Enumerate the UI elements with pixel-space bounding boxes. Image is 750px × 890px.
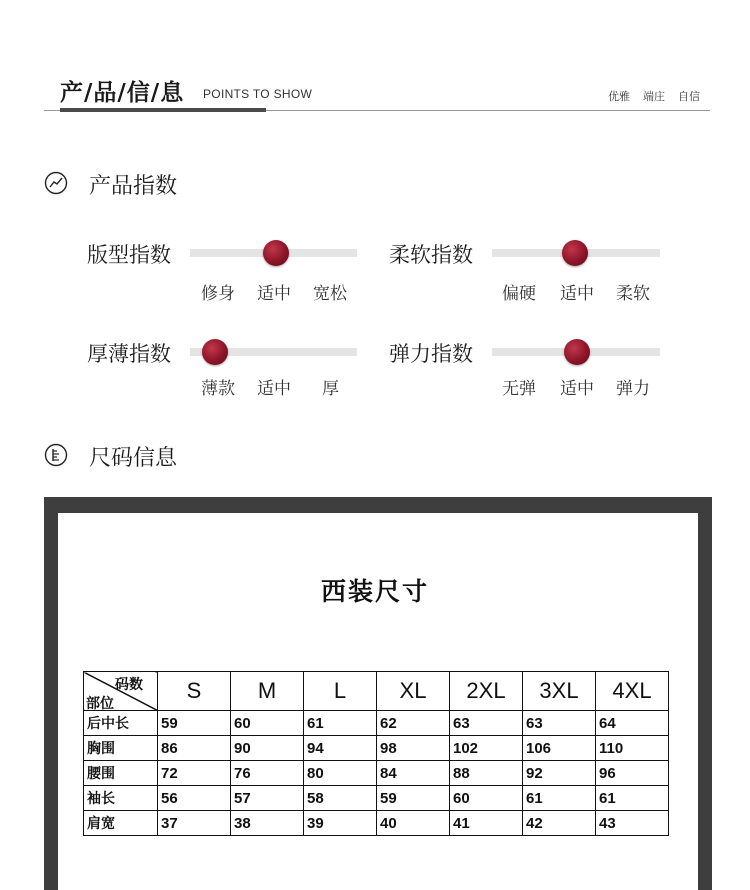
table-cell: 58 (304, 786, 377, 811)
slider-knob-fit (263, 240, 289, 266)
size-column-header: 2XL (450, 672, 523, 711)
table-cell: 86 (158, 736, 231, 761)
index-option: 无弹 (502, 379, 536, 399)
table-cell: 59 (377, 786, 450, 811)
table-cell: 63 (450, 711, 523, 736)
size-column-header: S (158, 672, 231, 711)
index-option: 薄款 (201, 379, 235, 399)
index-option: 宽松 (313, 284, 347, 304)
table-cell: 56 (158, 786, 231, 811)
slider-knob-elasticity (564, 339, 590, 365)
table-cell: 60 (450, 786, 523, 811)
table-corner-cell (84, 672, 158, 711)
header-tags (608, 88, 700, 104)
table-cell: 106 (523, 736, 596, 761)
table-cell: 61 (596, 786, 669, 811)
index-option: 柔软 (616, 284, 650, 304)
section-title-index: 产品指数 (89, 174, 178, 199)
table-row (84, 811, 669, 836)
table-cell: 61 (304, 711, 377, 736)
table-cell: 62 (377, 711, 450, 736)
page-title: 产/品/信/息 (60, 80, 185, 106)
header-tag: 自信 (678, 90, 700, 103)
table-cell: 57 (231, 786, 304, 811)
table-cell: 92 (523, 761, 596, 786)
index-option: 适中 (560, 284, 594, 304)
table-cell: 98 (377, 736, 450, 761)
header-underline-bar (60, 108, 266, 112)
table-cell: 102 (450, 736, 523, 761)
table-row (84, 786, 669, 811)
table-cell: 41 (450, 811, 523, 836)
size-column-header: 3XL (523, 672, 596, 711)
table-cell: 42 (523, 811, 596, 836)
table-cell: 76 (231, 761, 304, 786)
table-cell: 72 (158, 761, 231, 786)
page-subtitle: POINTS TO SHOW (203, 87, 313, 101)
slider-knob-thickness (202, 339, 228, 365)
table-row (84, 736, 669, 761)
index-option: 适中 (257, 284, 291, 304)
table-cell: 110 (596, 736, 669, 761)
index-option: 厚 (322, 379, 339, 399)
table-cell: 61 (523, 786, 596, 811)
size-column-header: XL (377, 672, 450, 711)
table-cell: 40 (377, 811, 450, 836)
corner-label-part: 部位 (86, 696, 114, 712)
table-cell: 90 (231, 736, 304, 761)
table-cell: 96 (596, 761, 669, 786)
index-option: 适中 (560, 379, 594, 399)
size-column-header: 4XL (596, 672, 669, 711)
size-chart-title: 西装尺寸 (320, 577, 429, 606)
table-cell: 60 (231, 711, 304, 736)
table-cell: 94 (304, 736, 377, 761)
row-header: 腰围 (84, 761, 158, 786)
table-cell: 64 (596, 711, 669, 736)
trend-circle-icon (44, 171, 68, 195)
table-cell: 88 (450, 761, 523, 786)
row-header: 袖长 (84, 786, 158, 811)
size-table (83, 671, 669, 836)
row-header: 胸围 (84, 736, 158, 761)
index-option: 修身 (201, 284, 235, 304)
index-option: 偏硬 (502, 284, 536, 304)
index-label-thickness: 厚薄指数 (87, 342, 171, 366)
index-label-elasticity: 弹力指数 (389, 342, 473, 366)
row-header: 肩宽 (84, 811, 158, 836)
corner-label-size: 码数 (115, 677, 143, 693)
slider-knob-softness (562, 240, 588, 266)
table-cell: 39 (304, 811, 377, 836)
index-label-fit: 版型指数 (87, 243, 171, 267)
table-row (84, 761, 669, 786)
row-header: 后中长 (84, 711, 158, 736)
header-tag: 优雅 (608, 90, 630, 103)
table-cell: 63 (523, 711, 596, 736)
size-column-header: M (231, 672, 304, 711)
section-title-size: 尺码信息 (89, 446, 178, 471)
table-cell: 80 (304, 761, 377, 786)
index-label-softness: 柔软指数 (389, 243, 473, 267)
table-cell: 59 (158, 711, 231, 736)
table-cell: 43 (596, 811, 669, 836)
size-header-row (84, 672, 669, 711)
table-cell: 37 (158, 811, 231, 836)
table-cell: 38 (231, 811, 304, 836)
table-cell: 84 (377, 761, 450, 786)
index-option: 弹力 (616, 379, 650, 399)
table-row (84, 711, 669, 736)
size-column-header: L (304, 672, 377, 711)
ruler-circle-icon (44, 443, 68, 467)
index-option: 适中 (257, 379, 291, 399)
header-tag: 端庄 (643, 90, 665, 103)
